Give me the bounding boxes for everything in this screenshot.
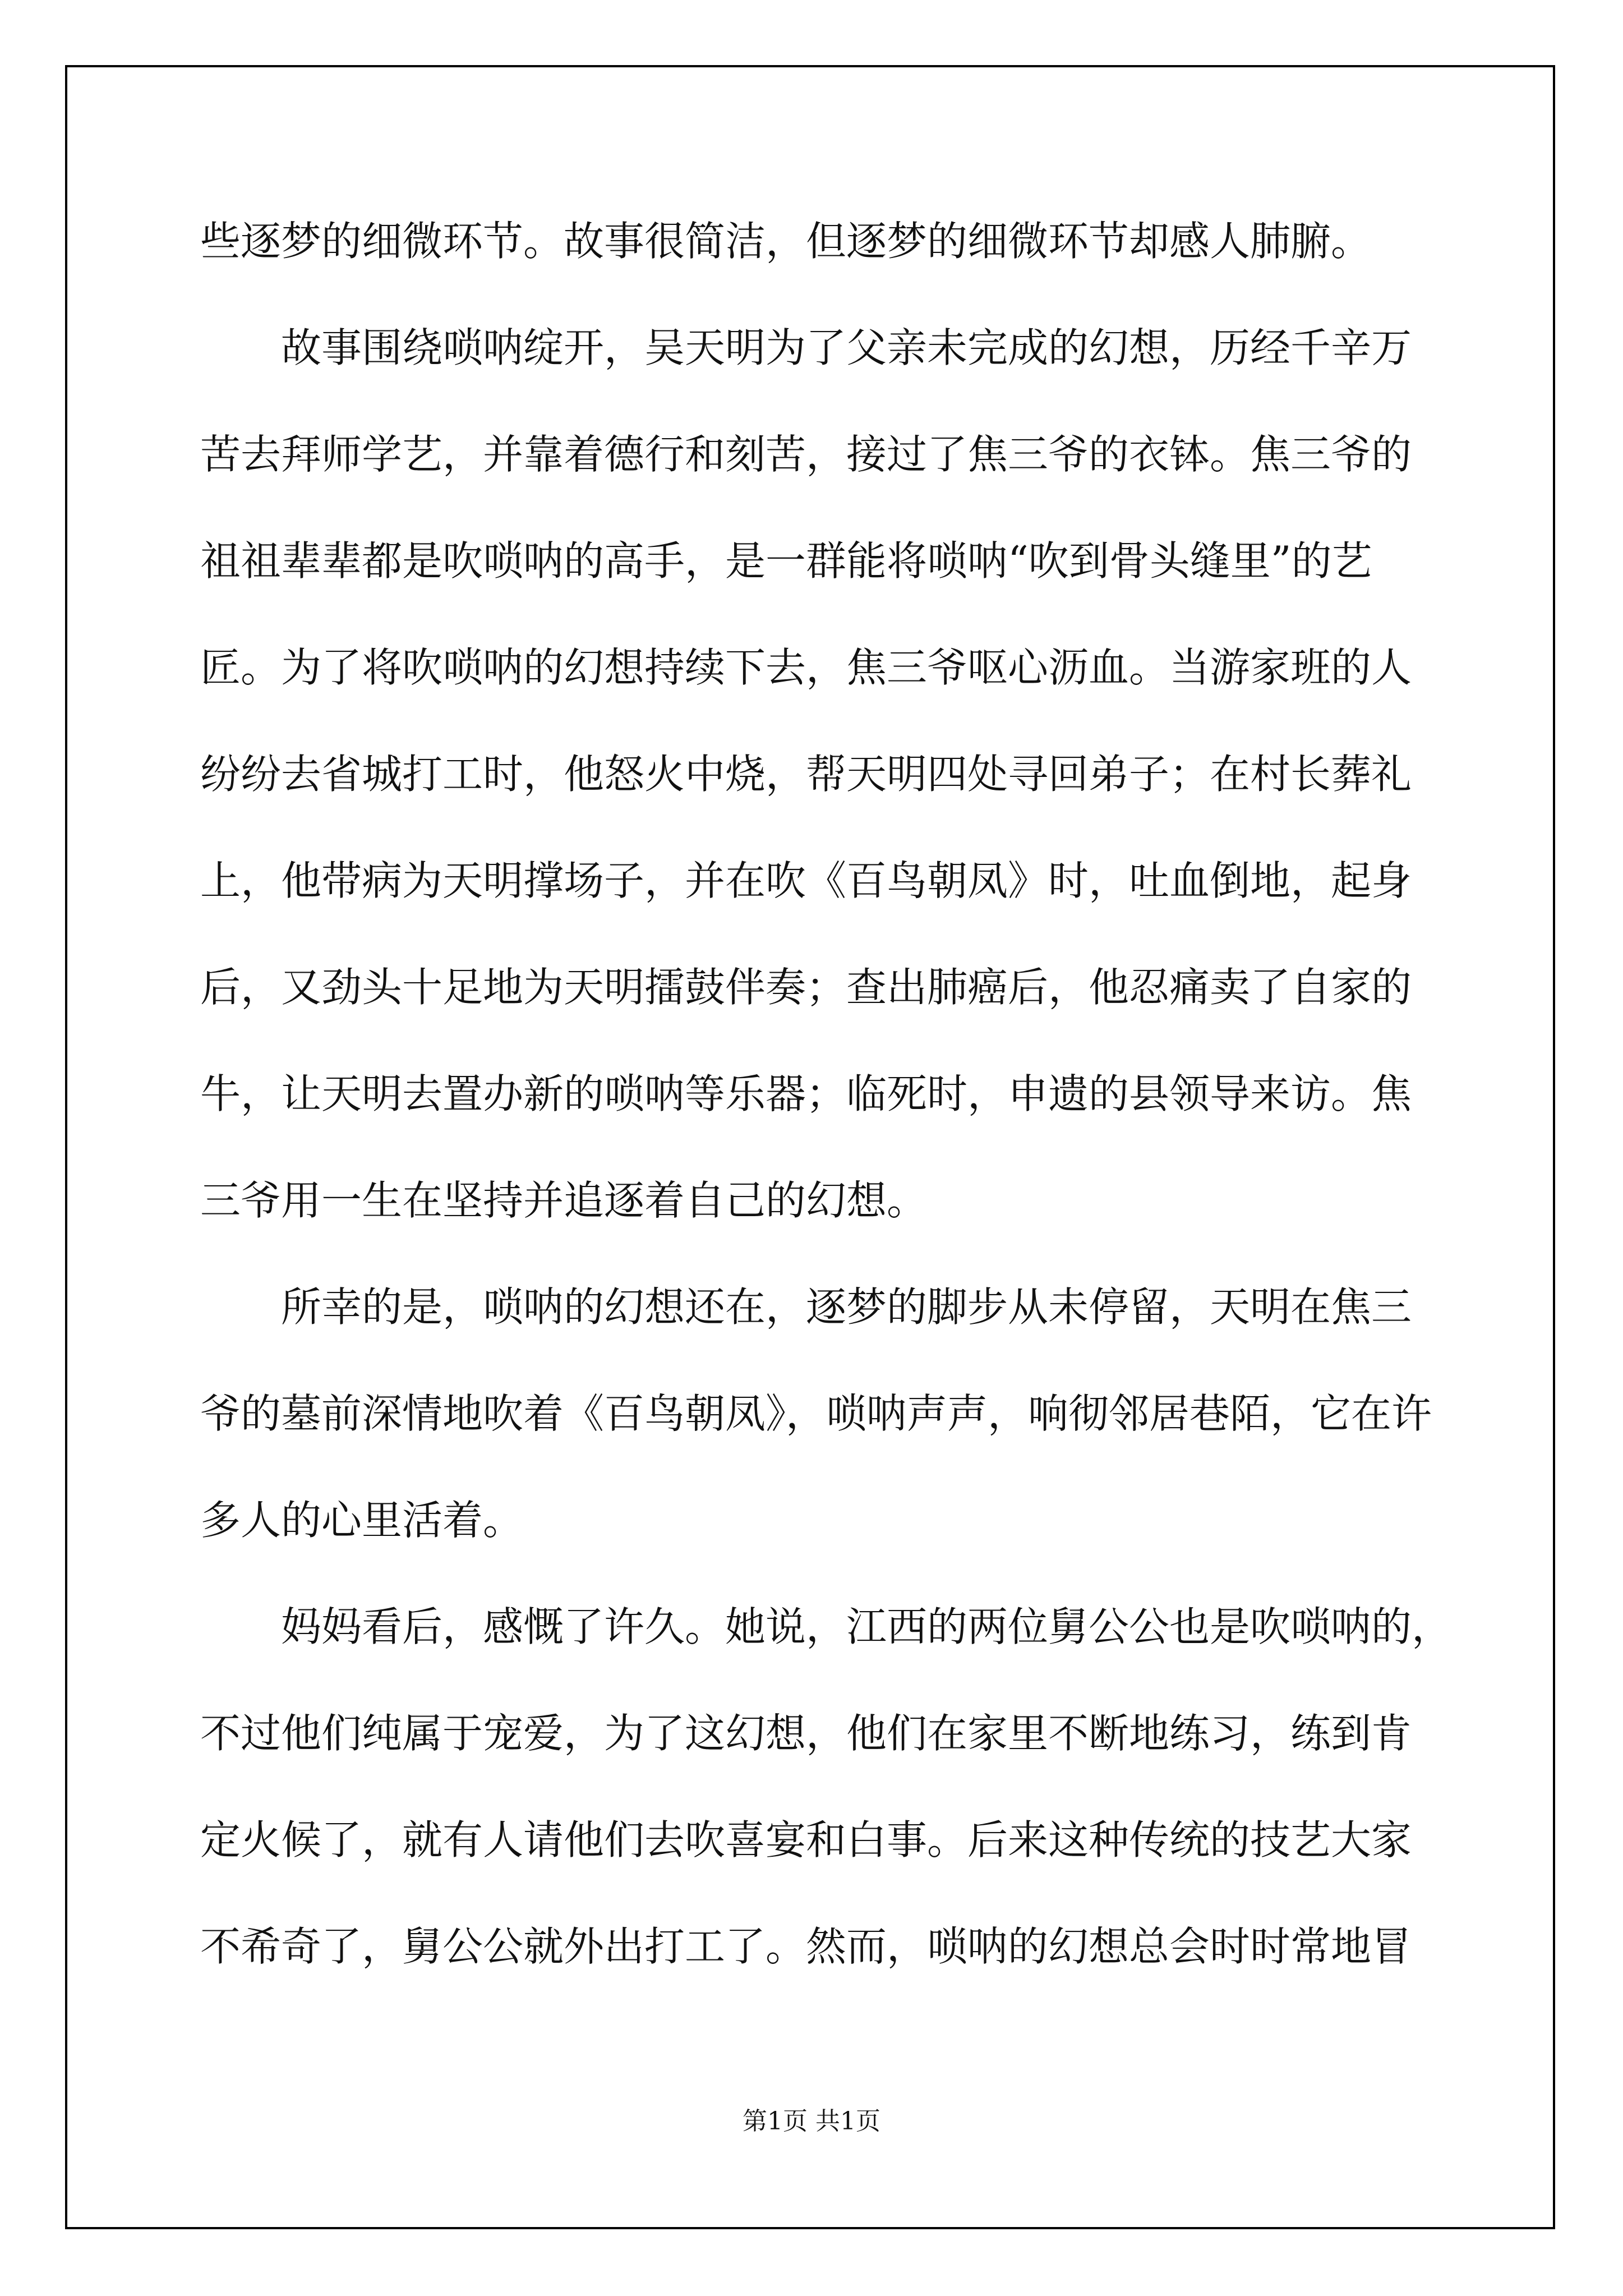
- paragraph-start-line: 妈妈看后，感慨了许久。她说，江西的两位舅公公也是吹唢呐的，: [281, 1603, 1453, 1650]
- text-line: 上，他带病为天明撑场子，并在吹《百鸟朝凤》时，吐血倒地，起身: [200, 857, 1412, 904]
- body-text: [200, 205, 1453, 2017]
- text-line: 匠。为了将吹唢呐的幻想持续下去，焦三爷呕心沥血。当游家班的人: [200, 644, 1412, 691]
- text-line: 多人的心里活着。: [200, 1497, 524, 1544]
- text-line: 些逐梦的细微环节。故事很简洁，但逐梦的细微环节却感人肺腑。: [200, 218, 1372, 265]
- paragraph-start-line: 故事围绕唢呐绽开，吴天明为了父亲未完成的幻想，历经千辛万: [281, 324, 1412, 371]
- text-line: 后，又劲头十足地为天明擂鼓伴奏；查出肺癌后，他忍痛卖了自家的: [200, 964, 1412, 1011]
- text-line: 不过他们纯属于宠爱，为了这幻想，他们在家里不断地练习，练到肯: [200, 1710, 1412, 1757]
- text-line: 三爷用一生在坚持并追逐着自己的幻想。: [200, 1177, 928, 1224]
- text-line: 不希奇了，舅公公就外出打工了。然而，唢呐的幻想总会时时常地冒: [200, 1923, 1412, 1970]
- page-footer: 第1页 共1页: [743, 2107, 880, 2136]
- text-line: 定火候了，就有人请他们去吹喜宴和白事。后来这种传统的技艺大家: [200, 1816, 1412, 1864]
- text-line: 纷纷去省城打工时，他怒火中烧，帮天明四处寻回弟子；在村长葬礼: [200, 751, 1412, 798]
- text-line: 牛，让天明去置办新的唢呐等乐器；临死时，申遗的县领导来访。焦: [200, 1070, 1412, 1117]
- text-line: 祖祖辈辈都是吹唢呐的高手，是一群能将唢呐“吹到骨头缝里”的艺: [200, 537, 1372, 585]
- paragraph-start-line: 所幸的是，唢呐的幻想还在，逐梦的脚步从未停留，天明在焦三: [281, 1283, 1412, 1331]
- text-line: 苦去拜师学艺，并靠着德行和刻苦，接过了焦三爷的衣钵。焦三爷的: [200, 431, 1412, 478]
- text-line: 爷的墓前深情地吹着《百鸟朝凤》，唢呐声声，响彻邻居巷陌，它在许: [200, 1390, 1432, 1437]
